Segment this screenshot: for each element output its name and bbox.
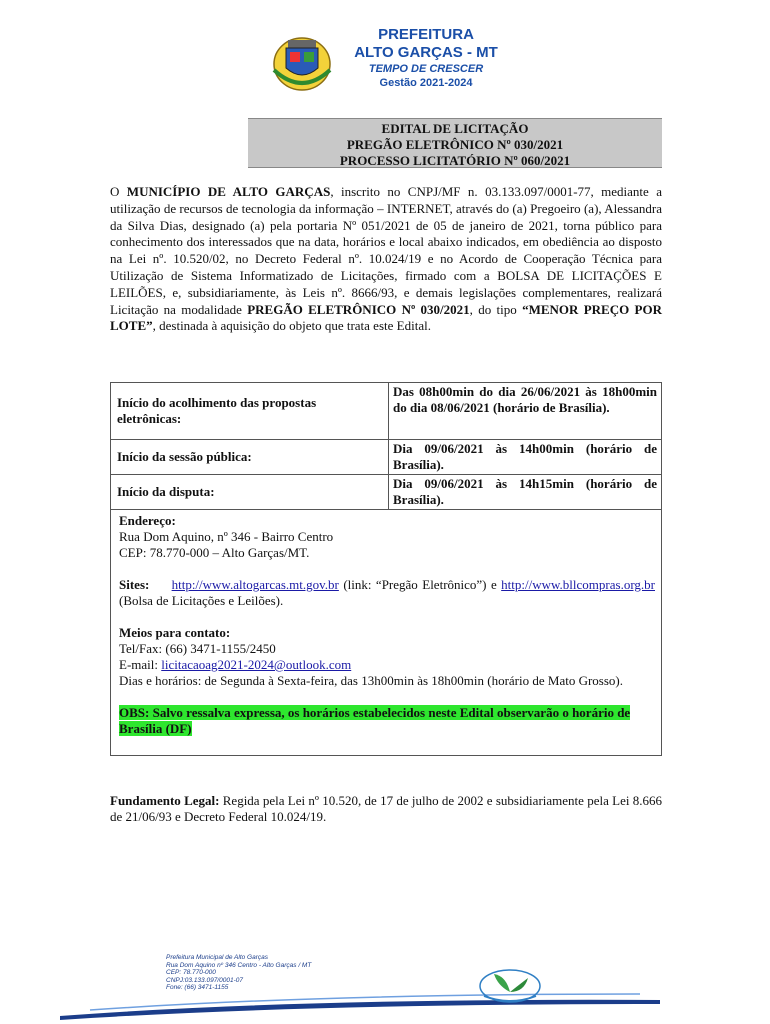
title-line-1: EDITAL DE LICITAÇÃO: [381, 121, 529, 136]
footer-swoosh-decoration: [0, 960, 770, 1024]
email-label: E-mail:: [119, 657, 162, 672]
contato-label: Meios para contato:: [119, 625, 231, 640]
schedule-row: [111, 475, 661, 510]
schedule-table: [110, 382, 662, 756]
horarios-text: Dias e horários: de Segunda à Sexta-feira, das 13h00min às 18h00min (horário de Mato Grosso).: [119, 673, 623, 688]
footer-address: [166, 954, 311, 992]
title-line-2: PREGÃO ELETRÔNICO Nº 030/2021: [346, 137, 564, 152]
header-city: ALTO GARÇAS - MT: [354, 44, 498, 61]
schedule-value: Dia 09/06/2021 às 14h00min (horário de Brasília).: [393, 441, 657, 472]
schedule-label: Início da disputa:: [111, 475, 389, 509]
header-gestao: Gestão 2021-2024: [379, 77, 473, 89]
footer-line: CNPJ:03.133.097/0001-07: [166, 976, 243, 984]
tel-text: Tel/Fax: (66) 3471-1155/2450: [119, 641, 276, 656]
header-title: PREFEITURA: [378, 26, 474, 43]
schedule-row: [111, 383, 661, 440]
title-line-3: PROCESSO LICITATÓRIO Nº 060/2021: [339, 153, 571, 168]
schedule-label: Início da sessão pública:: [111, 440, 389, 474]
header-slogan: TEMPO DE CRESCER: [368, 63, 484, 75]
endereco-label: Endereço:: [119, 513, 176, 528]
obs-highlight: OBS: Salvo ressalva expressa, os horários estabelecidos neste Edital observarão o horário de Brasília (DF): [119, 705, 631, 736]
schedule-label: Início do acolhimento das propostas eletrônicas:: [111, 383, 389, 439]
schedule-row: [111, 440, 661, 475]
site-link-bll[interactable]: http://www.bllcompras.org.br: [501, 577, 655, 592]
prefeitura-header: [336, 26, 516, 90]
intro-text: , do tipo: [469, 301, 523, 317]
footer-line: Prefeitura Municipal de Alto Garças: [166, 954, 269, 961]
intro-text: O: [110, 184, 127, 199]
intro-paragraph: [110, 184, 662, 335]
intro-text: , destinada à aquisição do objeto que trata este Edital.: [152, 318, 431, 334]
footer-line: CEP: 78.770-000: [166, 969, 216, 976]
schedule-value: Das 08h00min do dia 26/06/2021 às 18h00min do dia 08/06/2021 (horário de Brasília).: [393, 384, 657, 415]
municipal-crest-logo: [268, 30, 336, 92]
email-link[interactable]: licitacaoag2021-2024@outlook.com: [161, 657, 352, 672]
sites-text: (Bolsa de Licitações e Leilões).: [119, 593, 284, 608]
site-link-prefeitura[interactable]: http://www.altogarcas.mt.gov.br: [171, 577, 339, 592]
intro-tipo: “MENOR PREÇO POR LOTE”: [110, 301, 662, 334]
sites-text: (link: “Pregão Eletrônico”) e: [338, 577, 502, 592]
fundamento-label: Fundamento Legal:: [110, 793, 220, 808]
endereco-line: CEP: 78.770-000 – Alto Garças/MT.: [119, 545, 310, 560]
document-title-box: [248, 118, 662, 168]
endereco-line: Rua Dom Aquino, nº 346 - Bairro Centro: [119, 529, 334, 544]
footer-line: Rua Dom Aquino nº 346 Centro - Alto Garças / MT: [166, 961, 312, 969]
fundamento-text: Regida pela Lei nº 10.520, de 17 de julho de 2002 e subsidiariamente pela Lei 8.666 de 21/06/93 e Decreto Federal 10.024/19.: [110, 793, 662, 824]
intro-text: , inscrito no CNPJ/MF n. 03.133.097/0001-77, mediante a utilização de recursos de tecnologia da informação – INTERNET, através do (a) Pregoeiro (a), Alessandra da Silva Dias, designado (a) pela portaria Nº 051/2021 de 05 de janeiro de 2021, torna público para conhecimento dos interessados que na data, horários e local abaixo indicados, em obediência ao disposto na Lei nº. 10.520/02, no Decreto Federal nº. 10.024/19 e no Acordo de Cooperação Técnica para Utilização de Sistema Informatizado de Licitações, firmado com a BOLSA DE LICITAÇÕES E LEILÕES, e, subsidiariamente, às Leis nº. 8666/93, e demais legislações complementares, realizará Licitação na modalidade: [110, 184, 662, 317]
footer-line: Fone: (66) 3471-1155: [166, 984, 229, 991]
intro-municipio: MUNICÍPIO DE ALTO GARÇAS: [126, 184, 331, 199]
intro-modalidade: PREGÃO ELETRÔNICO Nº 030/2021: [247, 301, 470, 317]
sites-label: Sites:: [119, 577, 150, 592]
schedule-value: Dia 09/06/2021 às 14h15min (horário de Brasília).: [393, 476, 657, 507]
info-section: [111, 510, 661, 755]
fundamento-legal: [110, 793, 662, 825]
eco-leaf-logo: [470, 962, 550, 1006]
